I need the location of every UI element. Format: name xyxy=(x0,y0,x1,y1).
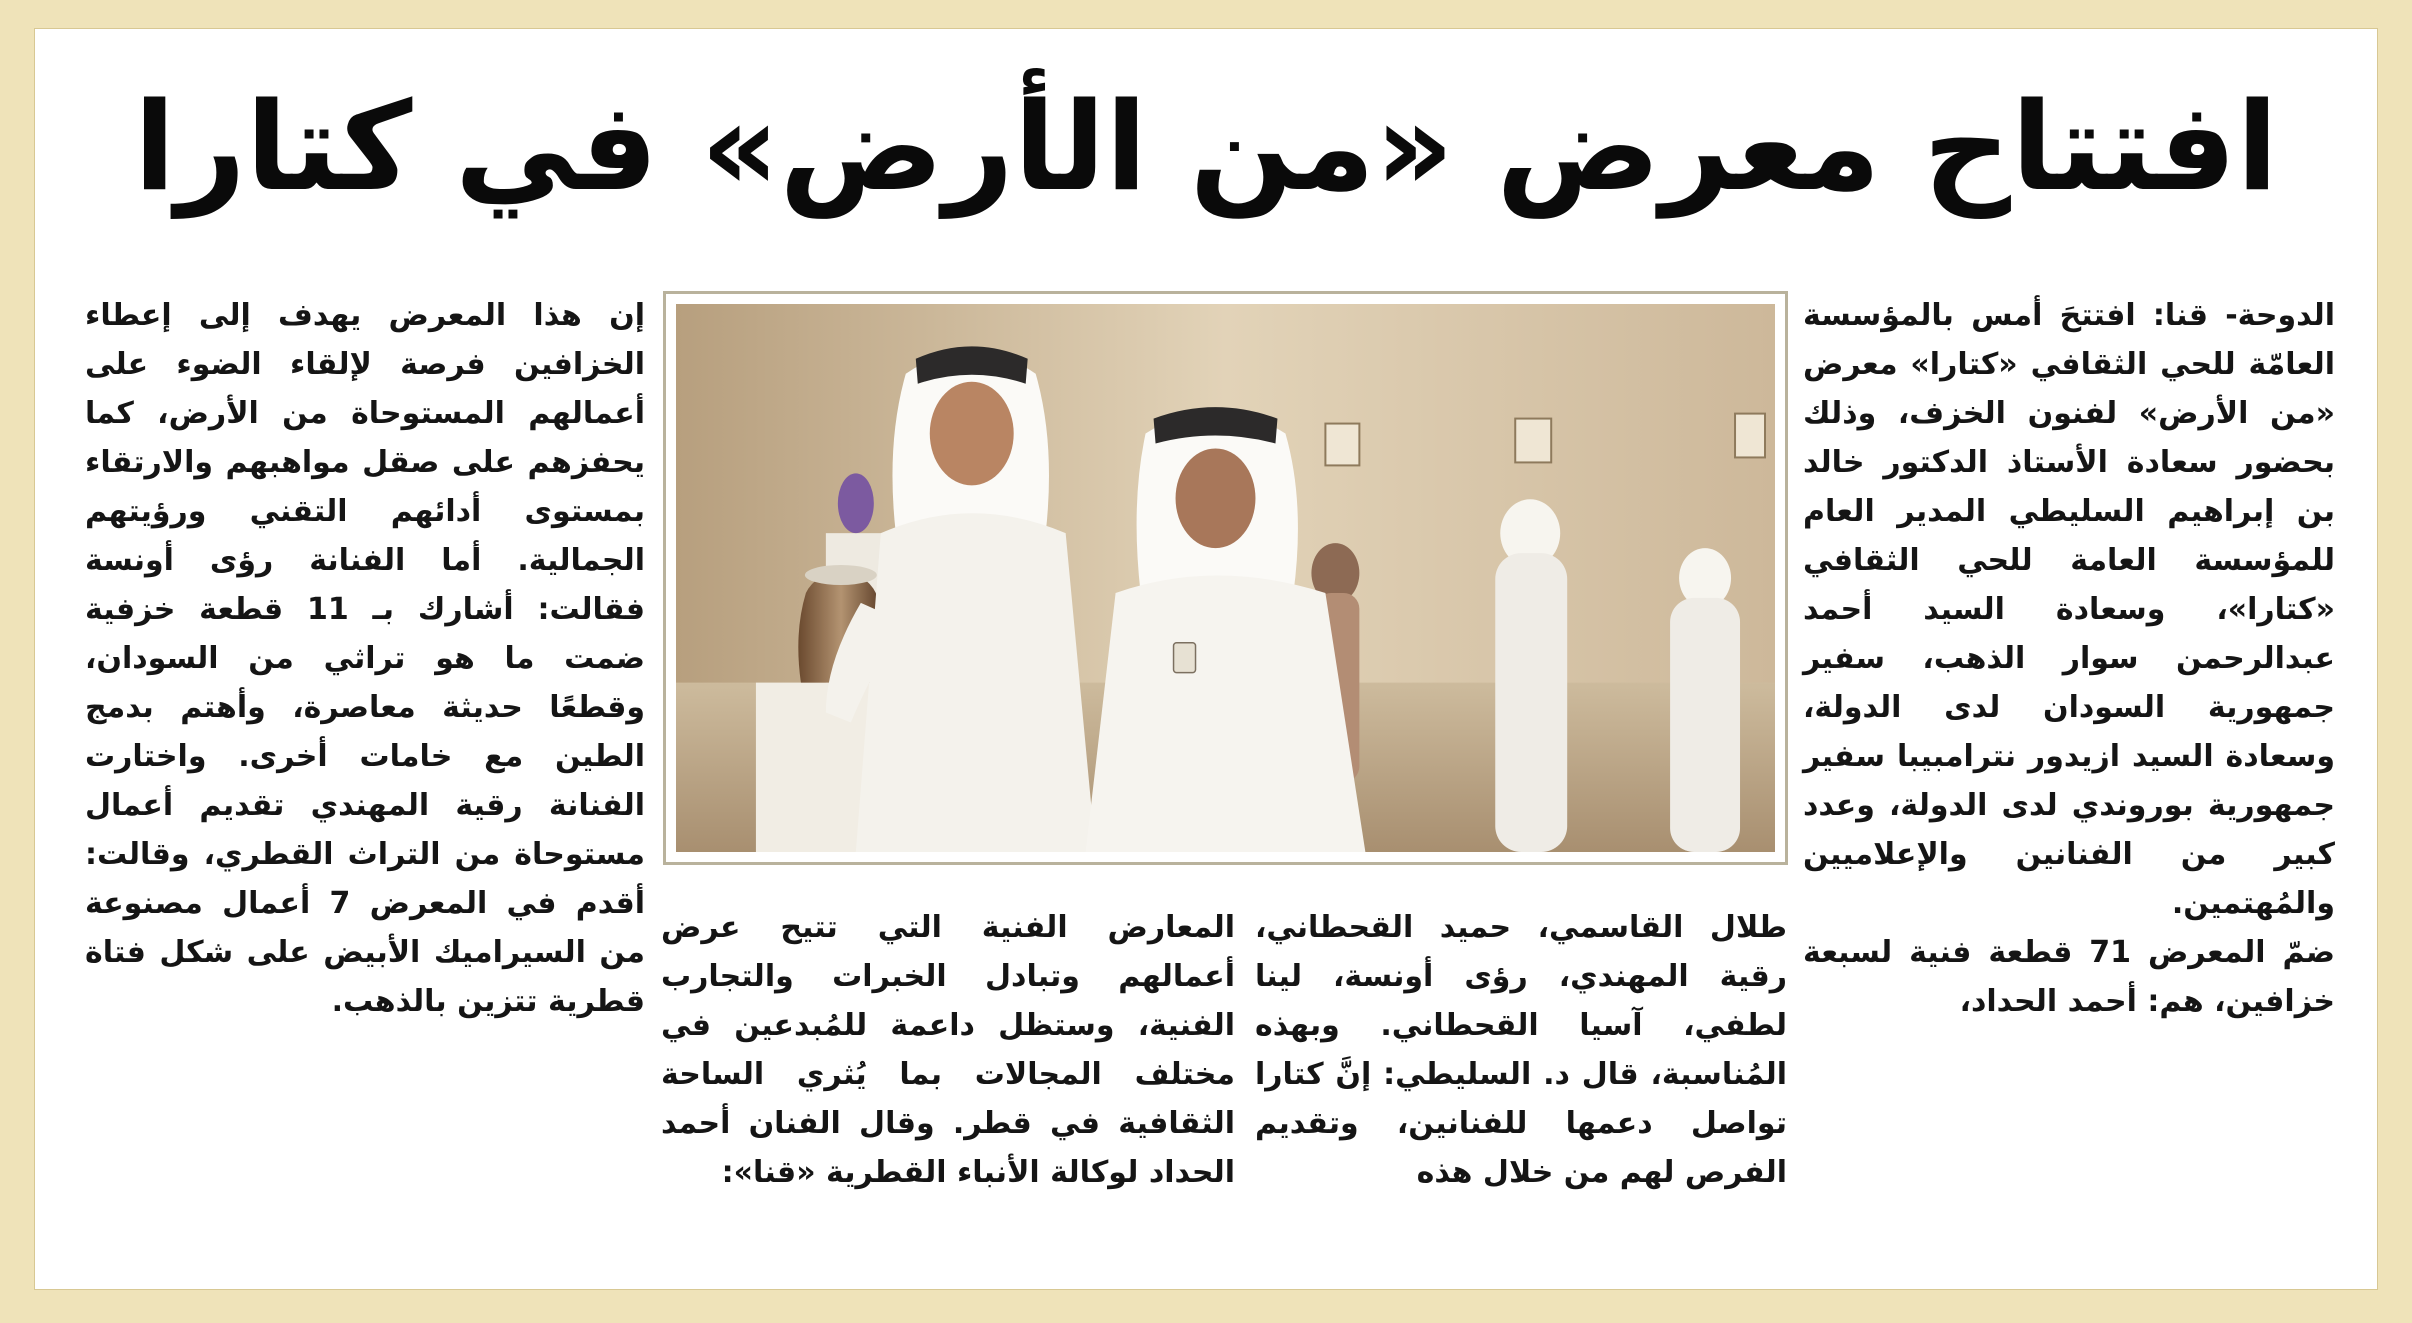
article-paragraph: المعارض الفنية التي تتيح عرض أعمالهم وتبادل الخبرات والتجارب الفنية، وستظل داعمة للمُبدعين في مختلف المجالات بما يُثري الساحة الثقافية في قطر. وقال الفنان أحمد الحداد لوكالة الأنباء القطرية «قنا»: xyxy=(661,910,1235,1190)
exhibition-photo-icon xyxy=(676,304,1775,852)
newspaper-clipping xyxy=(34,28,2378,1290)
article-column-middle-right xyxy=(1255,903,1787,1197)
exhibition-photo xyxy=(663,291,1788,865)
article-column-right xyxy=(1803,291,2335,1026)
headline: افتتاح معرض «من الأرض» في كتارا xyxy=(133,76,2279,218)
article-column-middle-left xyxy=(661,903,1235,1197)
article-paragraph: ضمّ المعرض 71 قطعة فنية لسبعة خزافين، هم: أحمد الحداد، xyxy=(1803,935,2335,1019)
article-paragraph: إن هذا المعرض يهدف إلى إعطاء الخزافين فرصة لإلقاء الضوء على أعمالهم المستوحاة من الأرض، كما يحفزهم على صقل مواهبهم والارتقاء بمستوى أدائهم التقني ورؤيتهم الجمالية. أما الفنانة رؤى أونسة فقالت: أشارك بـ 11 قطعة خزفية ضمت ما هو تراثي من السودان، وقطعًا حديثة معاصرة، وأهتم بدمج الطين مع خامات أخرى. واختارت الفنانة رقية المهندي تقديم أعمال مستوحاة من التراث القطري، وقالت: أقدم في المعرض 7 أعمال مصنوعة من السيراميك الأبيض على شكل فتاة قطرية تتزين بالذهب. xyxy=(85,298,646,1019)
article-paragraph: طلال القاسمي، حميد القحطاني، رقية المهندي، رؤى أونسة، لينا لطفي، آسيا القحطاني. وبهذه المُناسبة، قال د. السليطي: إنَّ كتارا تواصل دعمها للفنانين، وتقديم الفرص لهم من خلال هذه xyxy=(1255,910,1787,1190)
article-column-left xyxy=(85,291,645,1026)
article-paragraph: الدوحة- قنا: افتتحَ أمس بالمؤسسة العامّة للحي الثقافي «كتارا» معرض «من الأرض» لفنون الخزف، وذلك بحضور سعادة الأستاذ الدكتور خالد بن إبراهيم السليطي المدير العام للمؤسسة العامة للحي الثقافي «كتارا»، وسعادة السيد أحمد عبدالرحمن سوار الذهب، سفير جمهورية السودان لدى الدولة، وسعادة السيد ازيدور نترامبيبا سفير جمهورية بوروندي لدى الدولة، وعدد كبير من الفنانين والإعلاميين والمُهتمين. xyxy=(1803,298,2335,921)
